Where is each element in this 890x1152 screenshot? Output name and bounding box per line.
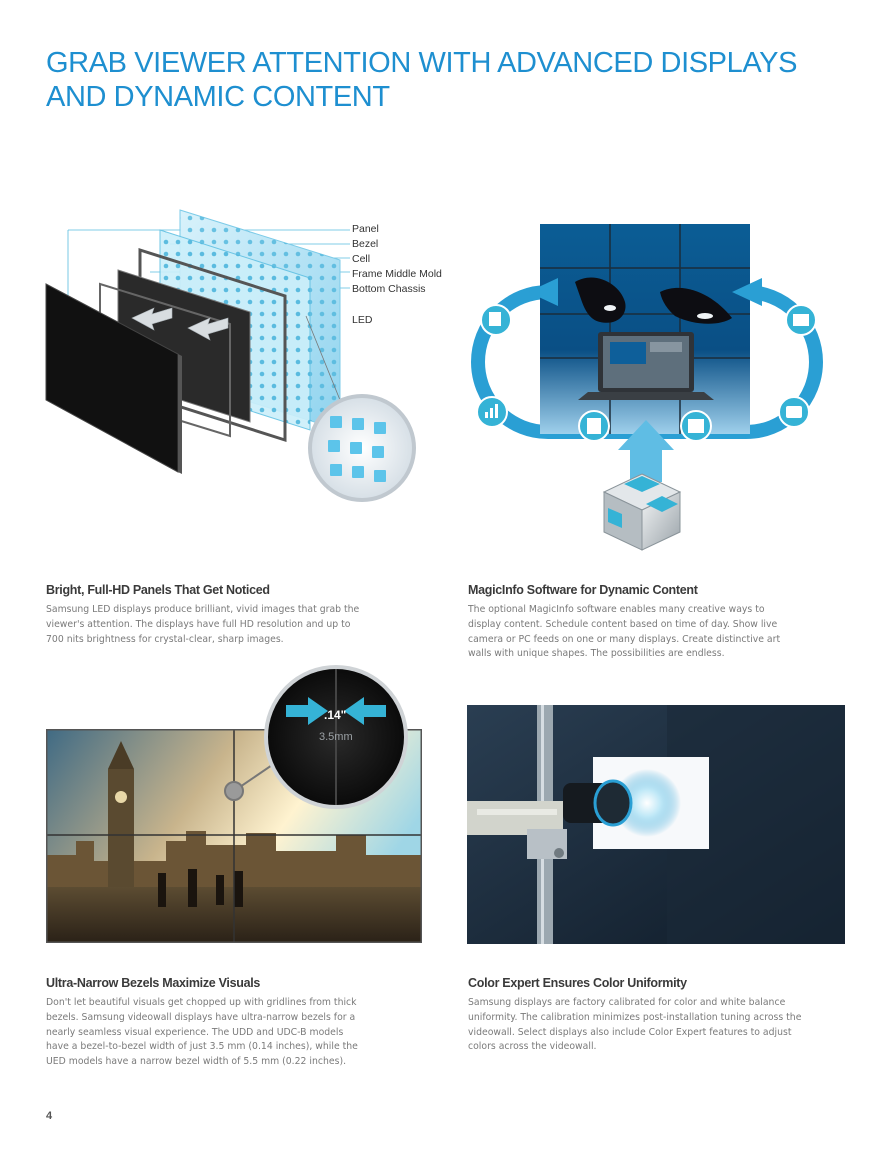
section-body-line: uniformity. The calibration minimizes post-installation tuning across the	[468, 1011, 802, 1023]
section-body-full-hd	[46, 603, 441, 647]
section-body-line: viewer's attention. The displays have full HD resolution and up to	[46, 618, 351, 630]
diagram-label-panel: Panel	[352, 223, 379, 235]
section-body-line: camera or PC feeds on one or many displays. Create distinctive art	[468, 633, 781, 645]
diagram-label-cell: Cell	[352, 253, 371, 265]
diagram-label-bottom-chassis: Bottom Chassis	[352, 283, 426, 295]
led-panel-exploded-diagram	[40, 200, 460, 520]
section-heading-full-hd: Bright, Full-HD Panels That Get Noticed	[46, 583, 270, 597]
color-calibration-photo	[467, 705, 845, 944]
section-body-line: 700 nits brightness for crystal-clear, sharp images.	[46, 633, 284, 645]
page-title-line-2: AND DYNAMIC CONTENT	[46, 81, 390, 113]
section-body-line: Samsung displays are factory calibrated for color and white balance	[468, 997, 786, 1008]
magicinfo-videowall-illustration	[470, 222, 830, 554]
bezel-width-mm: 3.5mm	[319, 731, 353, 743]
videowall-big-ben-photo	[46, 665, 422, 943]
section-body-line: have a bezel-to-bezel width of just 3.5 mm (0.14 inches), while the	[46, 1041, 358, 1053]
section-heading-magicinfo: MagicInfo Software for Dynamic Content	[468, 583, 698, 597]
bezel-width-inches: .14"	[324, 708, 347, 722]
section-heading-color-expert: Color Expert Ensures Color Uniformity	[468, 976, 687, 990]
section-body-line: UED models have a narrow bezel width of 5.5 mm (0.22 inches).	[46, 1056, 347, 1068]
page-number: 4	[46, 1110, 53, 1122]
diagram-label-bezel: Bezel	[352, 238, 379, 250]
section-body-magicinfo	[468, 603, 863, 662]
section-heading-narrow-bezels: Ultra-Narrow Bezels Maximize Visuals	[46, 976, 261, 990]
section-body-line: Don't let beautiful visuals get chopped up with gridlines from thick	[46, 997, 357, 1008]
section-body-line: walls with unique shapes. The possibilities are endless.	[468, 648, 725, 660]
section-body-line: nearly seamless visual experience. The UDD and UDC-B models	[46, 1026, 344, 1038]
section-body-line: colors across the videowall.	[468, 1041, 597, 1053]
diagram-label-led: LED	[352, 314, 373, 326]
page-title	[46, 46, 846, 114]
section-body-line: display content. Schedule content based on time of day. Show live	[468, 618, 778, 630]
section-body-narrow-bezels	[46, 996, 441, 1070]
page-title-line-1: GRAB VIEWER ATTENTION WITH ADVANCED DISPLAYS	[46, 47, 798, 79]
section-body-line: bezels. Samsung videowall displays have ultra-narrow bezels for a	[46, 1011, 356, 1023]
diagram-label-frame-middle-mold: Frame Middle Mold	[352, 268, 442, 280]
section-body-color-expert	[468, 996, 868, 1055]
section-body-line: videowall. Select displays also include Color Expert features to adjust	[468, 1026, 792, 1038]
section-body-line: Samsung LED displays produce brilliant, vivid images that grab the	[46, 604, 360, 615]
section-body-line: The optional MagicInfo software enables many creative ways to	[468, 604, 765, 615]
